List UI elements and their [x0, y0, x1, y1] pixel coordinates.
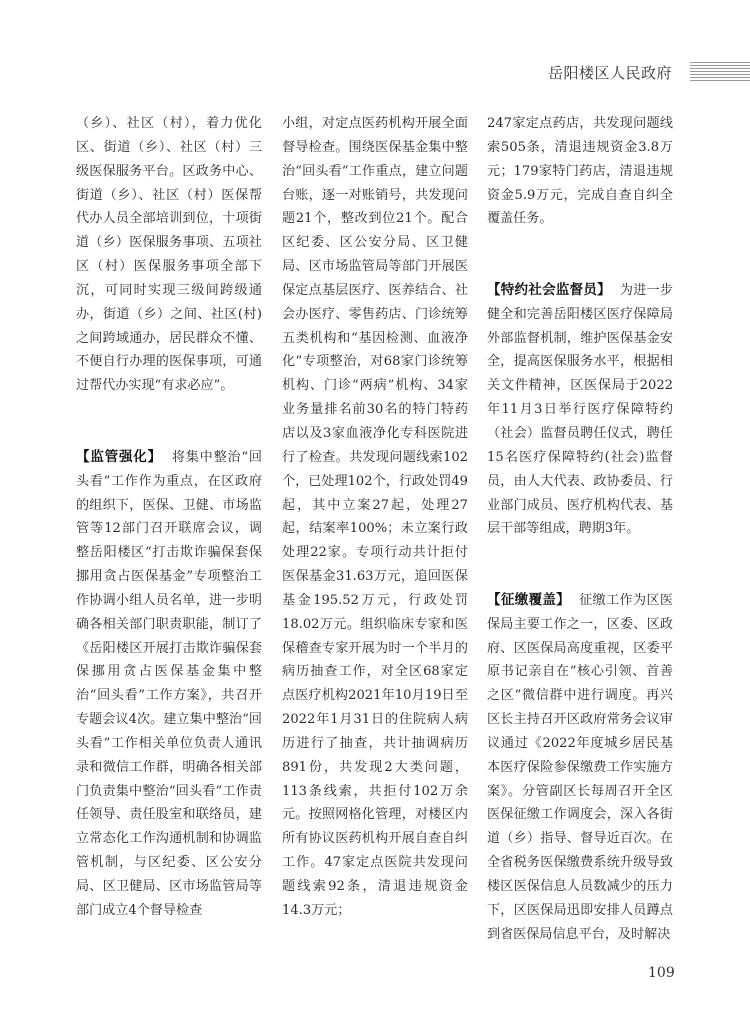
section-tag-collection: 【征缴覆盖】	[487, 591, 571, 608]
paragraph-pharmacy-results: 247家定点药店，共发现问题线索505条，清退违规资金3.8万元；179家特门药店，清退违规资金5.9万元，完成自查自纠全覆盖任务。	[487, 116, 673, 227]
paragraph-service-platform: （乡）、社区（村），着力优化区、街道（乡）、社区（村）三级医保服务平台。区政务中心、街道（乡）、社区（村）医保帮代办人员全部培训到位，十项街道（乡）医保服务事项、五项社区（村）医保服务事项全部下沉，可同时实现三级间跨级通办，街道（乡）之间、社区(村)之间跨域通办，居民群众不懂、不便自行办理的医保事项，可通过帮代办实现“有求必应”。	[76, 116, 262, 394]
paragraph-inspection: 小组，对定点医药机构开展全面督导检查。围绕医保基金集中整治“回头看”工作重点，建立问题台账，逐一对账销号，共发现问题21个，整改到位21个。配合区纪委、区公安分局、区卫健局、区市场监管局等部门开展医保定点基层医疗、医养结合、社会办医疗、零售药店、门诊统筹五类机构和“基因检测、血液净化”专项整治，对68家门诊统筹机构、门诊“两病”机构、34家业务量排名前30名的特门特药店以及3家血液净化专科医院进行了检查。共发现问题线索102个，已处理102个，行政处罚49起，其中立案27起，处理27起，结案率100%；未立案行政处理22家。专项行动共计拒付医保基金31.63万元，追回医保基金195.52万元，行政处罚18.02万元。组织临床专家和医保稽查专家开展为时一个半月的病历抽查工作，对全区68家定点医疗机构2021年10月19日至2022年1月31日的住院病人病历进行了抽查，共计抽调病历891份，共发现2大类问题，113条线索，共拒付102万余元。按照网格化管理，对楼区内所有协议医药机构开展自查自纠工作。47家定点医院共发现问题线索92条，清退违规资金14.3万元；	[282, 116, 468, 918]
paragraph-text: 将集中整治“回头看”工作作为重点，在区政府的组织下，医保、卫健、市场监管等12部门召开联席会议，调整岳阳楼区“打击欺诈骗保套保挪用贪占医保基金”专项整治工作协调小组人员名单，进一步明确各相关部门职责职能，制订了《岳阳楼区开展打击欺诈骗保套保挪用贪占医保基金集中整治“回头看”工作方案》，共召开专题会议4次。建立集中整治“回头看”工作相关单位负责人通讯录和微信工作群，明确各相关部门负责集中整治“回头看”工作责任领导、责任股室和联络员，建立常态化工作沟通机制和协调监管机制，与区纪委、区公安分局、区卫健局、区市场监管局等部门成立4个督导检查	[76, 449, 263, 918]
header-title: 岳阳楼区人民政府	[548, 64, 673, 82]
section-tag-supervision: 【监管强化】	[76, 448, 162, 465]
section-tag-supervisors: 【特约社会监督员】	[487, 281, 611, 298]
paragraph-supervisors	[487, 279, 673, 541]
paragraph-collection	[487, 589, 673, 947]
paragraph-text: 为进一步健全和完善岳阳楼区医疗保障局外部监督机制，维护医保基金安全，提高医保服务水平，根据相关文件精神，区医保局于2022年11月3日举行医疗保障特约（社会）监督员聘任仪式，聘任15名医疗保障特约(社会)监督员，由人大代表、政协委员、行业部门成员、医疗机构代表、基层干部等组成，聘期3年。	[487, 282, 674, 537]
page-number: 109	[648, 965, 675, 981]
text-column-2	[282, 112, 468, 923]
text-column-1	[76, 112, 262, 923]
header-decorative-rule	[690, 62, 750, 82]
paragraph-supervision	[76, 446, 262, 923]
paragraph-text: 征缴工作为区医保局主要工作之一，区委、区政府、区医保局高度重视，区委平原书记亲自在“核心引领、首善之区”微信群中进行调度。再兴区长主持召开区政府常务会议审议通过《2022年度城乡居民基本医疗保险参保缴费工作实施方案》。分管副区长每周召开全区医保征缴工作调度会，深入各街道（乡）指导、督导近百次。在全省税务医保缴费系统升级导致楼区医保信息人员数减少的压力下，区医保局迅即安排人员蹲点到省医保局信息平台，及时解决	[487, 592, 674, 942]
text-column-3	[487, 112, 673, 947]
